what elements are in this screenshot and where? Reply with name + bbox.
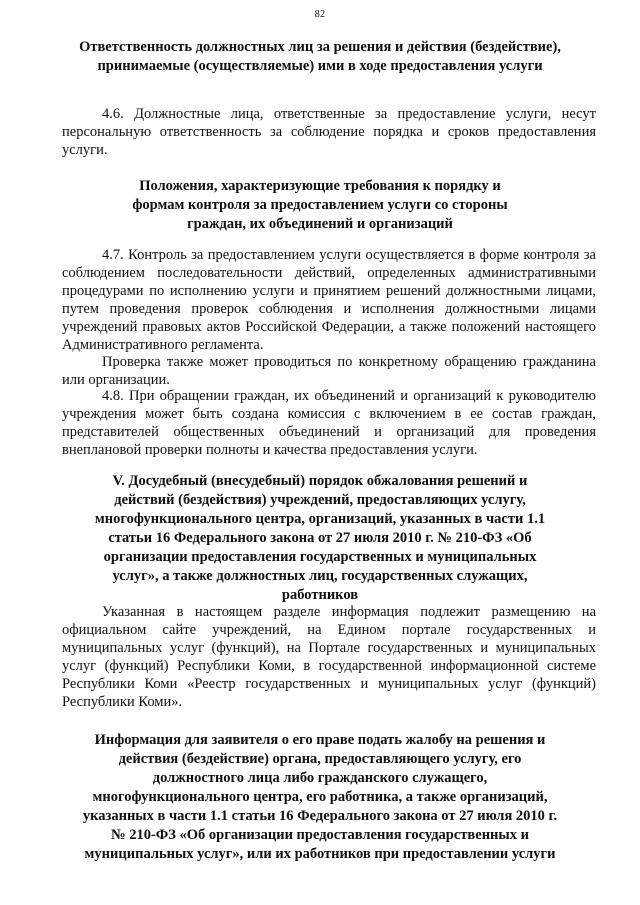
paragraph-inspection: Проверка также может проводиться по конкретному обращению гражданина или организации.	[62, 354, 596, 388]
paragraph-4-6: 4.6. Должностные лица, ответственные за предоставление услуги, несут персональную ответственность за соблюдение порядка и сроков предоставления услуги.	[62, 106, 596, 158]
heading-official-responsibility: Ответственность должностных лиц за решения и действия (бездействие), принимаемые (осуществляемые) ими в ходе предоставления услуги	[79, 39, 561, 74]
paragraph-publication-info: Указанная в настоящем разделе информация подлежит размещению на официальном сайте учреждений, на Едином портале государственных и муниципальных услуг (функций), на Портале государственных и муниципальных услуг (функций) Республики Коми, в государственной информационной системе Республики Коми «Реестр государственных и муниципальных услуг (функций) Республики Коми».	[62, 604, 596, 710]
heading-complaint-right: Информация для заявителя о его праве подать жалобу на решения и действия (бездействие) органа, предоставляющего услугу, его должностного лица либо гражданского служащего, многофункционального центра, его работника, а также организаций, указанных в части 1.1 статьи 16 Федерального закона от 27 июля 2010 г. № 210-ФЗ «Об организации предоставления государственных и муниципальных услуг», или их работников при предоставлении услуги	[82, 732, 558, 862]
heading-section-v-appeal: V. Досудебный (внесудебный) порядок обжалования решений и действий (бездействия) учреждений, предоставляющих услугу, многофункционального центра, организаций, указанных в части 1.1 статьи 16 Федерального закона от 27 июля 2010 г. № 210-ФЗ «Об организации предоставления государственных и муниципальных услуг», а также должностных лиц, государственных служащих, работников	[94, 473, 546, 603]
page-number: 82	[314, 9, 326, 20]
paragraph-4-7: 4.7. Контроль за предоставлением услуги осуществляется в форме контроля за соблюдением последовательности действий, определенных административными процедурами по исполнению услуги и принятием решений должностными лицами, путем проведения проверок соблюдения и исполнения должностными лицами учреждений правовых актов Российской Федерации, а также положений настоящего Административного регламента.	[62, 247, 596, 353]
paragraph-4-8: 4.8. При обращении граждан, их объединений и организаций к руководителю учреждения может быть создана комиссия с включением в ее состав граждан, представителей общественных объединений и организаций для проведения внеплановой проверки полноты и качества предоставления услуги.	[62, 388, 596, 458]
heading-control-requirements: Положения, характеризующие требования к порядку и формам контроля за предоставлением услуги со стороны граждан, их объединений и организаций	[132, 178, 508, 232]
